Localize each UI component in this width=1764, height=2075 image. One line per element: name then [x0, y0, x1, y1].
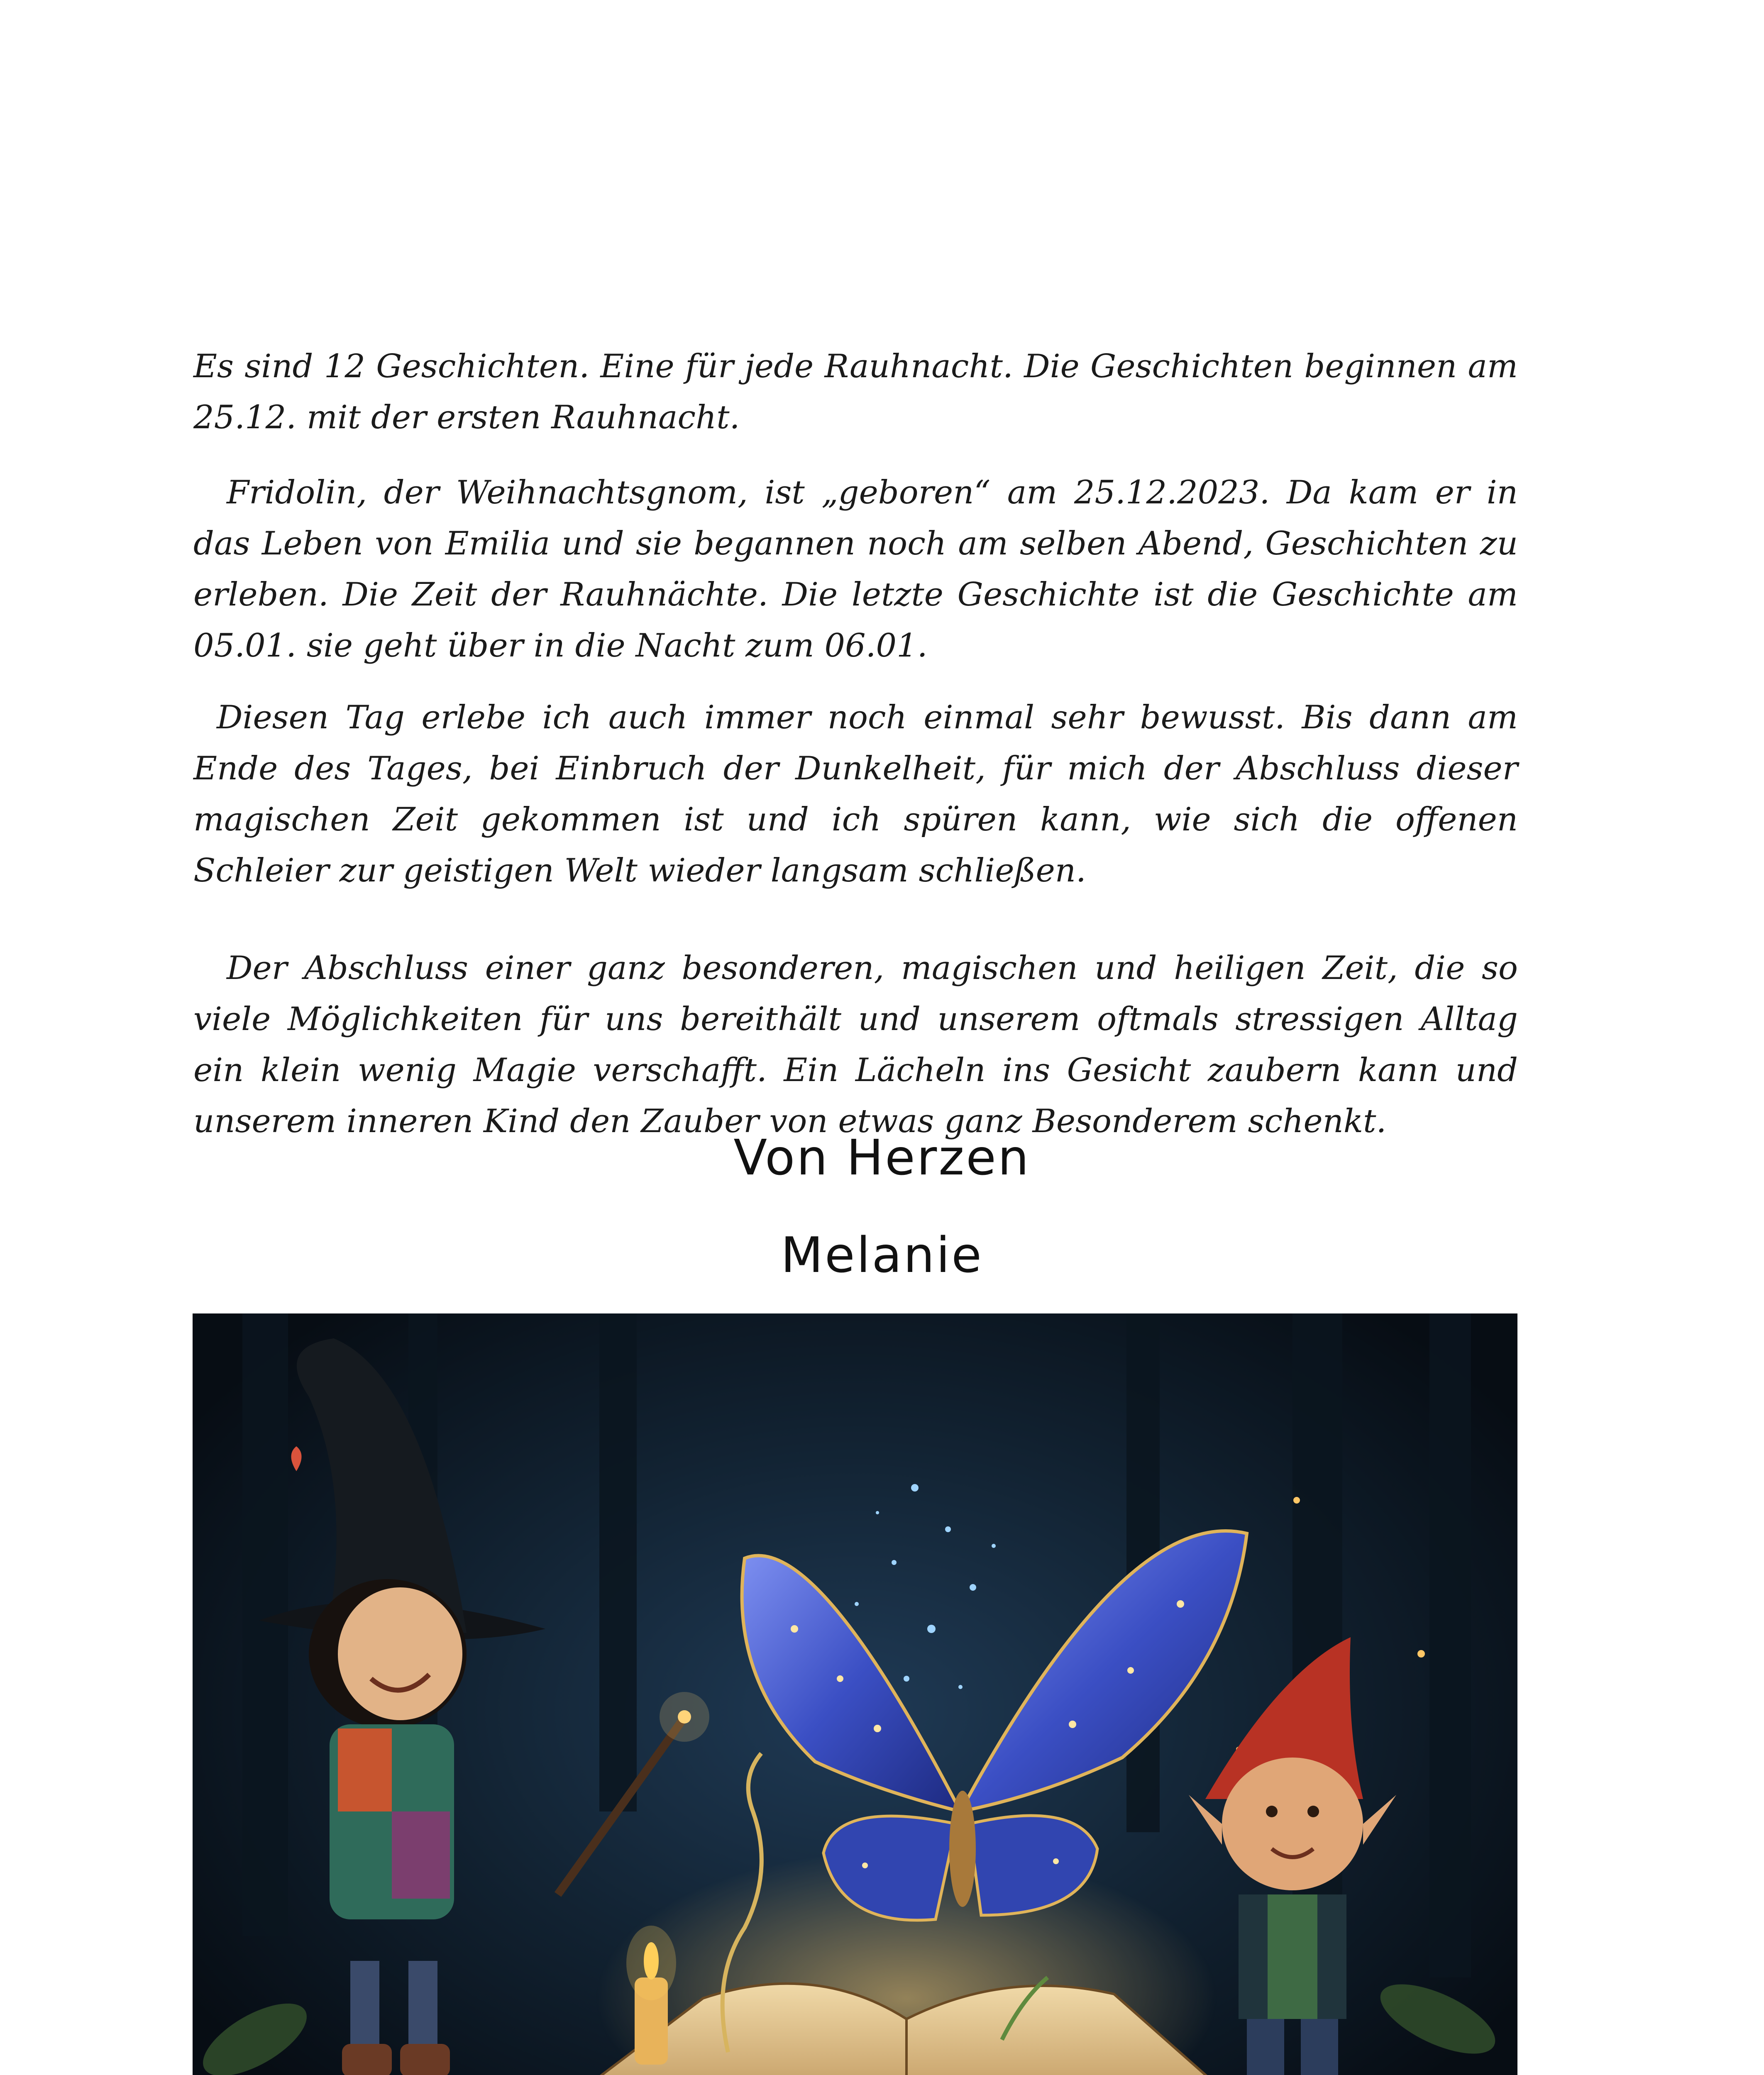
- signature-greeting: Von Herzen: [733, 1129, 1031, 1186]
- fridolin-paragraph: Fridolin, der Weihnachtsgnom, ist „geboren“ am 25.12.2023. Da kam er in das Leben von Emilia und sie begannen noch am selben Abend, Geschichten zu erleben. Die Zeit der Rauhnächte. Die letzte Geschichte ist die Geschichte am 05.01. sie geht über in die Nacht zum 06.01.: [193, 474, 1518, 664]
- last-day-paragraph: Diesen Tag erlebe ich auch immer noch einmal sehr bewusst. Bis dann am Ende des Tages, bei Einbruch der Dunkelheit, für mich der Abschluss dieser magischen Zeit gekommen ist und ich spüren kann, wie sich die offenen Schleier zur geistigen Welt wieder langsam schließen.: [193, 699, 1518, 889]
- illustration-witch-gnome-butterfly: [193, 1313, 1517, 2075]
- intro-paragraph: Es sind 12 Geschichten. Eine für jede Rauhnacht. Die Geschichten beginnen am 25.12. mit der ersten Rauhnacht.: [193, 348, 1518, 436]
- signature-name: Melanie: [781, 1226, 983, 1284]
- closing-paragraph: Der Abschluss einer ganz besonderen, magischen und heiligen Zeit, die so viele Möglichkeiten für uns bereithält und unserem oftmals stressigen Alltag ein klein wenig Magie verschafft. Ein Lächeln ins Gesicht zaubern kann und unserem inneren Kind den Zauber von etwas ganz Besonderem schenkt.: [193, 950, 1518, 1140]
